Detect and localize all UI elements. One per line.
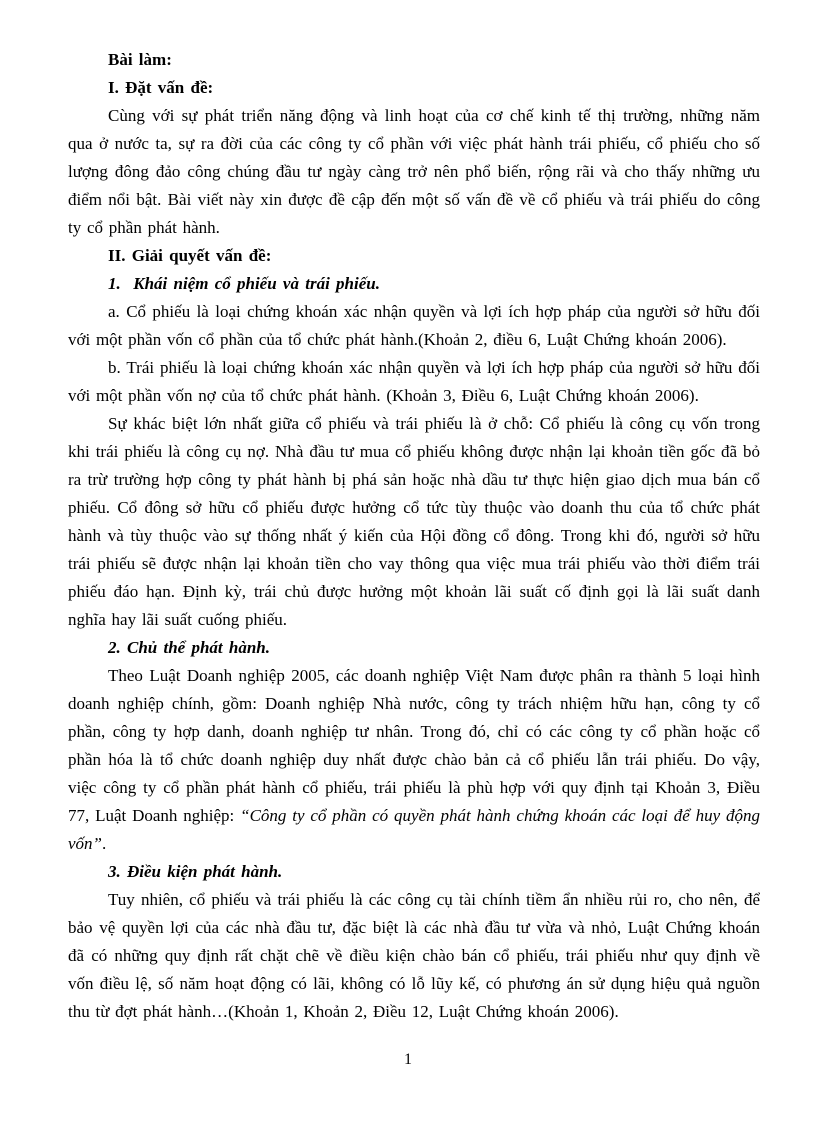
heading-dieu-kien-phat-hanh: 3. Điều kiện phát hành. xyxy=(108,862,283,881)
paragraph-su-khac-biet: Sự khác biệt lớn nhất giữa cổ phiếu và trái phiếu là ở chỗ: Cổ phiếu là công cụ vốn trong khi trái phiếu là công cụ nợ. Nhà đầu tư mua cổ phiếu không được nhận lại khoản tiền gốc đã bỏ ra trừ trường hợp công ty phát hành bị phá sản hoặc nhà dầu tư thực hiện giao dịch mua bán cổ phiếu. Cổ đông sở hữu cổ phiếu được hưởng cổ tức tùy thuộc vào doanh thu của tổ chức phát hành và tùy thuộc vào sự thống nhất ý kiến của Hội đồng cổ đông. Trong khi đó, người sở hữu trái phiếu sẽ được nhận lại khoản tiền cho vay thông qua việc mua trái phiếu vào thời điểm trái phiếu đáo hạn. Định kỳ, trái chủ được hưởng một khoản lãi suất cố định gọi là lãi suất danh nghĩa hay lãi suất cuống phiếu. xyxy=(68,414,760,629)
paragraph-dinh-nghia-co-phieu: a. Cổ phiếu là loại chứng khoán xác nhận quyền và lợi ích hợp pháp của người sở hữu đối với một phần vốn cổ phần của tổ chức phát hành.(Khoản 2, điều 6, Luật Chứng khoán 2006). xyxy=(68,302,760,349)
document-body xyxy=(68,46,760,1026)
paragraph-intro: Cùng với sự phát triển năng động và linh hoạt của cơ chế kinh tế thị trường, những năm qua ở nước ta, sự ra đời của các công ty cổ phần với việc phát hành trái phiếu, cổ phiếu cho số lượng đông đảo công chúng đầu tư ngày càng trở nên phổ biến, rộng rãi và cho thấy những ưu điểm nổi bật. Bài viết này xin được đề cập đến một số vấn đề về cổ phiếu và trái phiếu do công ty cổ phần phát hành. xyxy=(68,106,760,237)
paragraph-chu-the-phat-hanh xyxy=(68,662,760,858)
heading-bai-lam: Bài làm: xyxy=(108,50,172,69)
paragraph-chu-the-period: . xyxy=(102,834,107,853)
heading-giai-quyet-van-de: II. Giải quyết vấn đề: xyxy=(108,246,272,265)
heading-chu-the-phat-hanh: 2. Chủ thể phát hành. xyxy=(108,638,271,657)
paragraph-chu-the-text: Theo Luật Doanh nghiệp 2005, các doanh nghiệp Việt Nam được phân ra thành 5 loại hình doanh nghiệp chính, gồm: Doanh nghiệp Nhà nước, công ty trách nhiệm hữu hạn, công ty cổ phần, công ty hợp danh, doanh nghiệp tư nhân. Trong đó, chỉ có các công ty cổ phần hoặc cổ phần hóa là tổ chức doanh nghiệp duy nhất được chào bản cả cổ phiếu lẫn trái phiếu. Do vậy, việc công ty cổ phần phát hành cổ phiếu, trái phiếu là phù hợp với quy định tại Khoản 3, Điều 77, Luật Doanh nghiệp: xyxy=(68,666,760,825)
heading-dat-van-de: I. Đặt vấn đề: xyxy=(108,78,214,97)
heading-khai-niem: 1. Khái niệm cổ phiếu và trái phiếu. xyxy=(108,274,380,293)
paragraph-dieu-kien-phat-hanh: Tuy nhiên, cổ phiếu và trái phiếu là các công cụ tài chính tiềm ẩn nhiều rủi ro, cho nên, để bảo vệ quyền lợi của các nhà đầu tư, đặc biệt là các nhà đầu tư vừa và nhỏ, Luật Chứng khoán đã có những quy định rất chặt chẽ về điều kiện chào bán cổ phiếu, trái phiếu như quy định về vốn điều lệ, số năm hoạt động có lãi, không có lỗ lũy kế, có phương án sử dụng hiệu quả nguồn thu từ đợt phát hành…(Khoản 1, Khoản 2, Điều 12, Luật Chứng khoán 2006). xyxy=(68,890,760,1021)
law-quote-italic: “Công ty cổ phần có quyền phát hành chứng khoán các loại để huy động vốn” xyxy=(68,806,760,853)
paragraph-dinh-nghia-trai-phieu: b. Trái phiếu là loại chứng khoán xác nhận quyền và lợi ích hợp pháp của người sở hữu đối với một phần vốn nợ của tổ chức phát hành. (Khoản 3, Điều 6, Luật Chứng khoán 2006). xyxy=(68,358,760,405)
page-number: 1 xyxy=(404,1051,412,1068)
